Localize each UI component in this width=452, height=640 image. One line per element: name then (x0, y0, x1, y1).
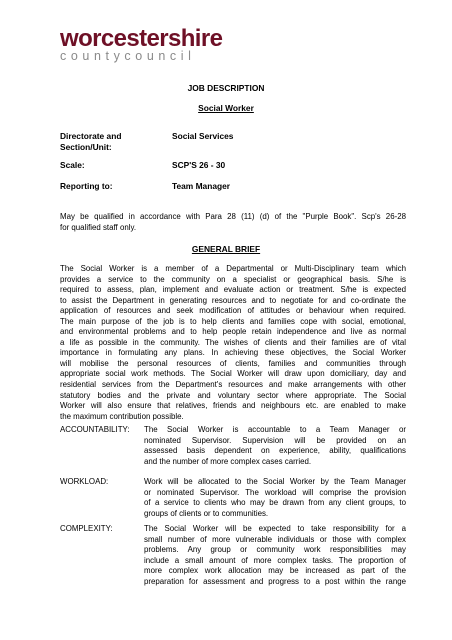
paragraph-line: The Social Worker is a member of a Departmental or Multi-Disciplinary team which (60, 264, 406, 273)
council-logo (60, 27, 260, 62)
paragraph-line: Worker will also ensure that relatives, friends and neighbours etc. are enabled to make (60, 401, 406, 411)
paragraph-line: May be qualified in accordance with Para 28 (11) (d) of the "Purple Book". Scp's 26-28 (60, 212, 406, 221)
logo-wordmark: worcestershire (60, 25, 223, 52)
definition-line: small number of more vulnerable individuals or those with complex (144, 534, 406, 544)
definition-line: The Social Worker will be expected to take responsibility for a (144, 524, 406, 533)
definition-line: assessed basis dependent on experience, ability, qualifications (144, 446, 406, 456)
workload-definition (144, 477, 406, 519)
definition-line: The Social Worker is accountable to a Team Manager or (144, 425, 406, 434)
paragraph-line: the maximum contribution possible. (60, 411, 184, 421)
reporting-value: Team Manager (172, 181, 231, 191)
paragraph-line: provides a service to the community on a specialist or geographical basis. S/he is (60, 274, 406, 284)
paragraph-line: to assist the Department in generating resources and to negotiate for and co-ordinate the (60, 295, 406, 305)
scale-label: Scale: (60, 160, 85, 170)
complexity-definition (144, 524, 406, 587)
paragraph-line: importance in formulating any plans. In achieving these objectives, the Social Worker (60, 348, 406, 358)
reporting-label: Reporting to: (60, 181, 113, 191)
definition-line: groups of clients or to communities. (144, 508, 269, 518)
general-brief-paragraph (60, 264, 406, 422)
scale-value: SCP'S 26 - 30 (172, 160, 226, 170)
directorate-label-line1: Directorate and (60, 131, 122, 141)
definition-line: of a service to clients who may be drawn from any client groups, to (144, 498, 406, 508)
paragraph-line: The main purpose of the job is to help clients and families cope with social, emotional, (60, 316, 406, 326)
general-brief-heading: GENERAL BRIEF (191, 244, 261, 254)
job-title-heading: Social Worker (198, 103, 254, 113)
logo-subtitle: countycouncil (60, 49, 196, 63)
definition-line: nominated Supervisor. Supervision will be provided on an (144, 435, 406, 445)
definition-line: preparation for assessment and progress to a post within the range (144, 576, 406, 586)
paragraph-line: and environmental problems and to help people retain independence and live as normal (60, 327, 406, 337)
accountability-term: ACCOUNTABILITY: (60, 425, 130, 434)
paragraph-line: statutory bodies and the private and voluntary sector where appropriate. The Social (60, 390, 406, 400)
definition-line: or nominated Supervisor. The workload will comprise the provision (144, 487, 406, 497)
paragraph-line: required to assess, plan, implement and evaluate action or treatment. S/he is expected (60, 285, 406, 295)
directorate-value: Social Services (172, 131, 234, 141)
definition-line: and the number of more complex cases carried. (144, 456, 312, 466)
definition-line: problems. Any group or community work responsibilities may (144, 545, 406, 555)
paragraph-line: appropriate social work methods. The Social Worker will draw upon domiciliary, day and (60, 369, 406, 379)
paragraph-line: will mobilise the personal resources of clients, families and communities through (60, 358, 406, 368)
definition-line: Work will be allocated to the Social Worker by the Team Manager (144, 477, 406, 486)
paragraph-line: residential services from the Department's resources and make arrangements with other (60, 380, 406, 390)
workload-term: WORKLOAD: (60, 477, 109, 486)
document-type-heading: JOB DESCRIPTION (187, 83, 265, 93)
directorate-label-line2: Section/Unit: (60, 141, 112, 152)
accountability-definition (144, 425, 406, 467)
paragraph-line: for qualified staff only. (60, 222, 137, 232)
complexity-term: COMPLEXITY: (60, 524, 113, 533)
definition-line: more complex work allocation may be increased as part of the (144, 566, 406, 576)
definition-line: include a small amount of more complex tasks. The proportion of (144, 555, 406, 565)
directorate-label (60, 131, 121, 152)
qualification-paragraph (60, 212, 406, 233)
paragraph-line: a life as possible in the community. The wishes of clients and their families are of vital (60, 337, 406, 347)
paragraph-line: application of resources and seek modification of attitudes or behaviour when required. (60, 306, 406, 316)
